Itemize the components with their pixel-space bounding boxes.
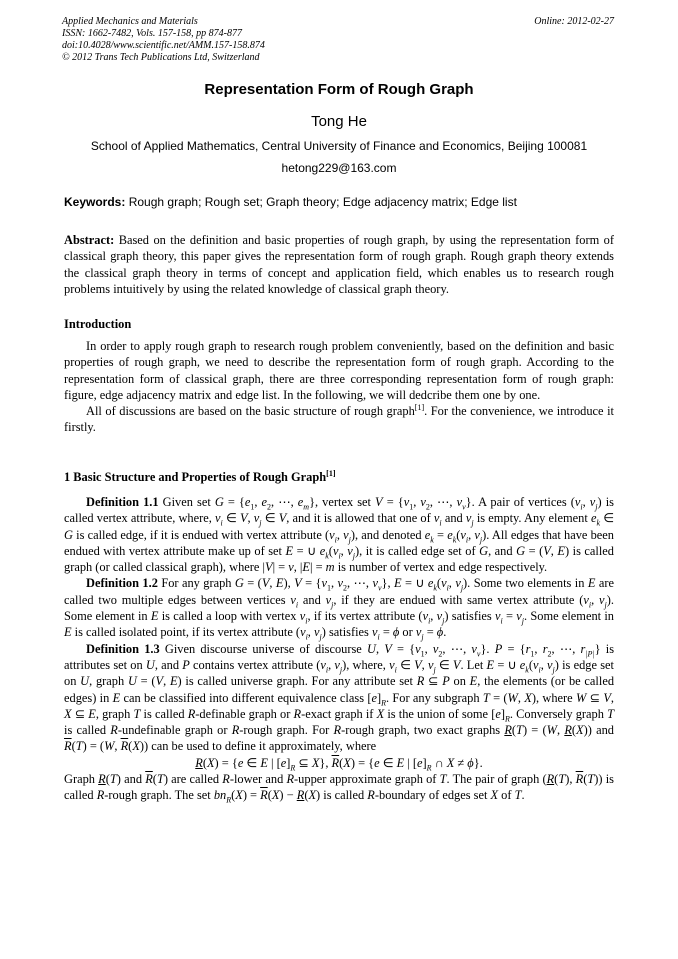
intro-paragraph-2	[64, 403, 614, 436]
abstract-text: Based on the definition and basic properties of rough graph, by using the representation form of classical graph theory, this paper gives the representation form of rough graph. Rough graph theory extends the classical graph theory in terms of concept and application field, which enables us to research rough problems intuitively by using the related knowledge of classical graph theory.	[64, 233, 614, 296]
citation-ref[interactable]: [1]	[414, 403, 425, 413]
paper-author: Tong He	[311, 113, 367, 130]
intro-p2-tail: . For the convenience, we introduce it firstly.	[64, 404, 614, 435]
journal-name: Applied Mechanics and Materials	[62, 16, 198, 27]
journal-header	[62, 16, 265, 64]
journal-doi: doi:10.4028/www.scientific.net/AMM.157-158.874	[62, 40, 265, 51]
rough-graph-definition: Graph R(T) and $\overline{R}(T)$ are called R-lower and R-upper approximate graph of T. The pair of graph (R(T), $\overline{R}(T)$) is called R-rough graph. The set $bn_R(X) = \overline{R}(X) - R(X)$ is called R-boundary of edges set X of T.	[64, 772, 614, 805]
section-1-body	[64, 494, 614, 804]
section-1-citation[interactable]: [1]	[326, 468, 336, 478]
definition-1-3: Definition 1.3 Given discourse universe of discourse U, $V = \{v_1$, $v_2$, ⋯, $v_v$}. $P = \{r_1$, $r_2$, ⋯, $r_{|P|}$} is attributes set on U, and P contains vertex attribute ($v_i$, $v_j$), where, $v_i$ ∈ V, $v_j$ ∈ V. Let E = ∪ $e_k(v_i$, $v_j$) is edge set on U, graph U = (V, E) is called universe graph. For any attribute set R ⊆ P on E, the elements (or be called edges) in E can be classified into different equivalence class $[e]_R$. For any subgraph T = (W, X), where W ⊆ V, X ⊆ E, graph T is called R-definable graph or R-exact graph if X is the union of some $[e]_R$. Conversely graph T is called R-undefinable graph or R-rough graph. For R-rough graph, two exact graphs R(T) = (W, R(X)) and $\overline{R}(T) = (W$, $\overline{R}(X)$) can be used to define it approximately, where	[64, 641, 615, 754]
definition-1-2: Definition 1.2 For any graph G = (V, E), $V = \{v_1$, $v_2$, ⋯, $v_v$}, E = ∪ $e_k(v_i$, $v_j$). Some two elements in E are called two multiple edges between vertices $v_i$ and $v_j$, if they are endued with same vertex attribute ($v_i$, $v_j$). Some element in E is called a loop with vertex $v_i$, if its vertex attribute ($v_i$, $v_j$) satisfies $v_i = v_j$. Some element in E is called isolated point, if its vertex attribute ($v_i$, $v_j$) satisfies $v_i = \phi$ or $v_j = \phi$.	[64, 576, 614, 642]
keywords-text: Rough graph; Rough set; Graph theory; Edge adjacency matrix; Edge list	[128, 195, 517, 209]
approximation-formula: R(X) = {e ∈ E | $[e]_R$ ⊆ X}, $\overline{R}(X) = \{e$ ∈ E | $[e]_R$ ∩ X ≠ ϕ}.	[195, 755, 483, 773]
online-date: Online: 2012-02-27	[534, 16, 614, 27]
keywords-label: Keywords:	[64, 195, 126, 209]
paper-title: Representation Form of Rough Graph	[204, 81, 474, 98]
intro-paragraph-1: In order to apply rough graph to research rough problem conveniently, based on the definition and basic properties of rough graph, we need to describe the representation form of rough graph. According to the representation form of classical graph, there are three corresponding representation form of rough graph: figure, edge adjacency matrix and edge list. In the following, we will dedcribe them one by one.	[64, 339, 614, 402]
definition-1-1: Definition 1.1 Given set $G = \{e_1$, $e_2$, ⋯, $e_m$}, vertex set $V = \{v_1$, $v_2$, ⋯, $v_v$}. A pair of vertices ($v_i$, $v_j$) is called vertex attribute, where, $v_i$ ∈ V, $v_j$ ∈ V, and it is allowed that one of $v_i$ and $v_j$ is empty. Any element $e_k$ ∈ G is called edge, if it is endued with vertex attribute ($v_i$, $v_j$), and denoted $e_k = e_k(v_i$, $v_j$). All edges that have been endued with vertex attribute make up of set E = ∪ $e_k(v_i$, $v_j$), it is called edge set of G, and G = (V, E) is called graph (or called classical graph), where |V| = v, |E| = m is number of vertex and edge respectively.	[64, 495, 614, 575]
section-1-heading	[64, 470, 336, 485]
journal-copyright: © 2012 Trans Tech Publications Ltd, Switzerland	[62, 52, 260, 63]
intro-p2-text: All of discussions are based on the basic structure of rough graph	[86, 404, 415, 419]
introduction-heading: Introduction	[64, 317, 132, 331]
definition-1-1-label: Definition 1.1	[86, 495, 159, 509]
section-1-title: 1 Basic Structure and Properties of Rough Graph	[64, 470, 327, 484]
author-affiliation: School of Applied Mathematics, Central University of Finance and Economics, Beijing 100081	[90, 139, 588, 153]
author-email[interactable]: hetong229@163.com	[281, 161, 397, 175]
keywords	[64, 195, 616, 209]
abstract	[64, 232, 614, 297]
journal-issn: ISSN: 1662-7482, Vols. 157-158, pp 874-877	[62, 28, 242, 39]
abstract-label: Abstract:	[64, 233, 115, 247]
introduction-body	[64, 338, 614, 436]
definition-1-3-label: Definition 1.3	[86, 641, 160, 656]
definition-1-2-label: Definition 1.2	[86, 576, 158, 591]
